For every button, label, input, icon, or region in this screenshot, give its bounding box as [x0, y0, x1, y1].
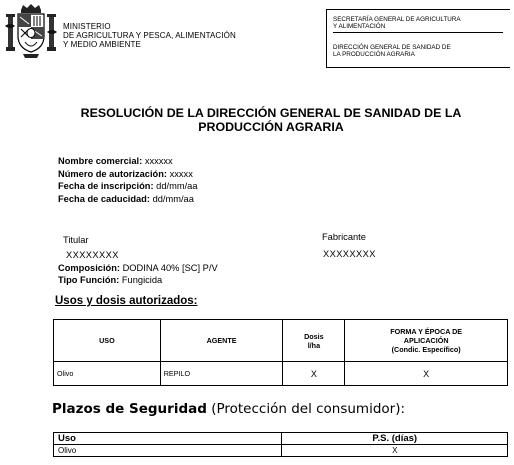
- table-row: [54, 362, 508, 386]
- cell-agente: REPILO: [160, 362, 283, 386]
- plazos-section-title: [52, 401, 405, 417]
- numero-autorizacion-value: xxxxx: [169, 169, 193, 179]
- ps-table: [53, 432, 508, 457]
- titular-value: XXXXXXXX: [66, 250, 119, 260]
- numero-autorizacion-field: [58, 169, 193, 180]
- table-header-row: [54, 433, 508, 445]
- secretaria-line: Y ALIMENTACIÓN: [333, 23, 386, 31]
- fecha-inscripcion-value: dd/mm/aa: [156, 181, 198, 191]
- header-cell-ps: P.S. (días): [282, 433, 508, 445]
- plazos-title-bold: Plazos de Seguridad: [52, 401, 207, 417]
- titular-label: Titular: [63, 235, 89, 245]
- usos-section-title: Usos y dosis autorizados:: [55, 295, 198, 307]
- document-title: [40, 107, 502, 134]
- table-row: [54, 445, 508, 457]
- title-line: PRODUCCIÓN AGRARIA: [198, 119, 344, 134]
- table-header-row: [54, 320, 508, 362]
- nombre-comercial-label: Nombre comercial:: [58, 156, 143, 166]
- header-line: FORMA Y ÉPOCA DE: [390, 327, 463, 336]
- header-line: (Condic. Específico): [391, 345, 461, 354]
- direccion-name: [333, 44, 451, 59]
- ministry-line: MINISTERIO: [63, 22, 111, 31]
- nombre-comercial-value: xxxxxx: [144, 156, 173, 166]
- fecha-caducidad-field: [58, 194, 194, 205]
- header-line: Dosis: [304, 331, 324, 341]
- ministry-line: Y MEDIO AMBIENTE: [63, 40, 141, 50]
- fabricante-value: XXXXXXXX: [323, 249, 376, 259]
- direccion-line: DIRECCIÓN GENERAL DE SANIDAD DE: [333, 44, 451, 51]
- divider: [333, 32, 503, 33]
- cell-ps: X: [282, 445, 508, 457]
- fecha-inscripcion-field: [58, 181, 198, 192]
- tipo-funcion-value: Fungicida: [121, 275, 163, 285]
- coat-of-arms-icon: [3, 2, 59, 60]
- header-line: l/ha: [307, 340, 321, 350]
- secretaria-name: [333, 16, 461, 31]
- usos-table: [53, 319, 508, 386]
- ministry-name: [63, 22, 236, 50]
- cell-forma: X: [345, 362, 508, 386]
- tipo-funcion-label: Tipo Función:: [58, 275, 120, 285]
- header-cell-uso: Uso: [54, 433, 282, 445]
- title-line: RESOLUCIÓN DE LA DIRECCIÓN GENERAL DE SANIDAD DE LA: [80, 106, 462, 120]
- plazos-title-normal: (Protección del consumidor):: [211, 401, 406, 417]
- numero-autorizacion-label: Número de autorización:: [58, 169, 167, 179]
- fecha-caducidad-value: dd/mm/aa: [152, 194, 194, 204]
- cell-uso: Olivo: [54, 362, 161, 386]
- nombre-comercial-field: [58, 156, 173, 167]
- header-cell-agente: AGENTE: [160, 320, 283, 362]
- fecha-caducidad-label: Fecha de caducidad:: [58, 194, 150, 204]
- composicion-value: DODINA 40% [SC] P/V: [122, 263, 218, 273]
- cell-dosis: X: [283, 362, 345, 386]
- composicion-label: Composición:: [58, 263, 120, 273]
- cell-uso: Olivo: [54, 445, 282, 457]
- tipo-funcion-field: [58, 275, 162, 286]
- fabricante-label: Fabricante: [322, 232, 366, 242]
- secretaria-line: SECRETARÍA GENERAL DE AGRICULTURA: [333, 16, 461, 23]
- header-line: APLICACIÓN: [403, 336, 449, 345]
- ministry-line: DE AGRICULTURA Y PESCA, ALIMENTACIÓN: [63, 31, 236, 41]
- direccion-line: LA PRODUCCIÓN AGRARIA: [333, 51, 415, 59]
- fecha-inscripcion-label: Fecha de inscripción:: [58, 181, 154, 191]
- header-cell-uso: USO: [54, 320, 161, 362]
- header-cell-forma: [345, 320, 508, 362]
- composicion-field: [58, 263, 218, 274]
- header-cell-dosis: [283, 320, 345, 362]
